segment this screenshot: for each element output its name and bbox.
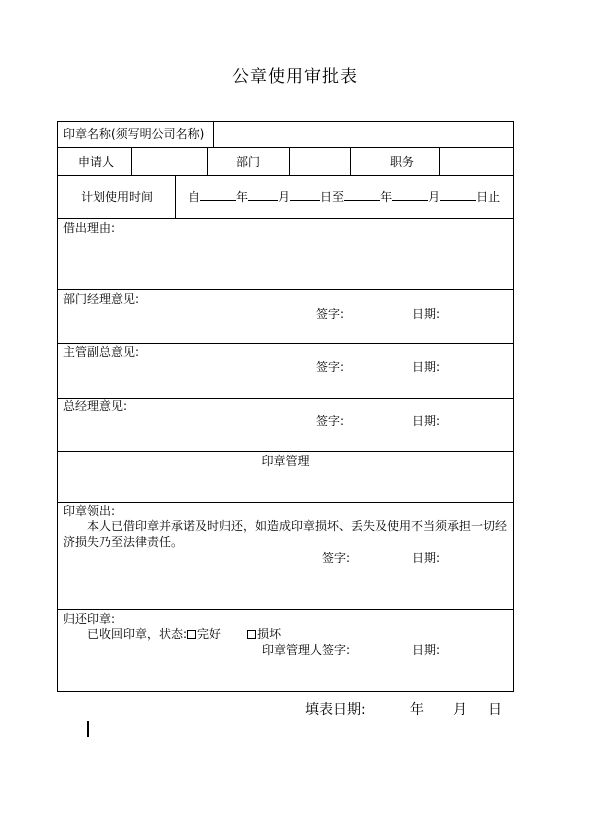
position-field[interactable] (440, 148, 513, 175)
day-end-text: 日止 (476, 190, 501, 204)
dept-manager-label: 部门经理意见: (63, 292, 140, 306)
sign-label: 签字: (322, 551, 351, 565)
row-deputy-gm[interactable] (58, 344, 513, 399)
date-label: 日期: (412, 414, 441, 428)
status-good-text: 完好 (197, 627, 222, 641)
approval-form (57, 121, 514, 692)
checkbox-damaged[interactable] (247, 630, 256, 639)
row-seal-out[interactable] (58, 503, 513, 610)
applicant-field[interactable] (132, 148, 207, 175)
row-reason[interactable] (58, 219, 513, 290)
blank-day-end[interactable] (440, 190, 476, 201)
seal-return-label: 归还印章: (63, 612, 116, 626)
date-label: 日期: (412, 360, 441, 374)
page-title: 公章使用审批表 (232, 67, 358, 87)
date-label: 日期: (412, 643, 441, 657)
received-text: 已收回印章，状态: (87, 627, 188, 641)
manager-sign-label: 印章管理人签字: (262, 643, 351, 657)
checkbox-good[interactable] (187, 630, 196, 639)
date-label: 日期: (412, 551, 441, 565)
seal-name-field[interactable] (214, 122, 513, 147)
row-gm[interactable] (58, 399, 513, 452)
deputy-gm-label: 主管副总意见: (63, 345, 140, 359)
position-label: 职务 (390, 155, 415, 169)
fill-date-label: 填表日期: (305, 702, 366, 718)
date-label: 日期: (412, 307, 441, 321)
blank-month-end[interactable] (392, 190, 428, 201)
row-seal-return[interactable] (58, 610, 513, 691)
plan-time-range[interactable] (188, 190, 500, 204)
row-applicant (58, 148, 513, 176)
from-text: 自 (188, 190, 201, 204)
text-cursor (87, 721, 89, 737)
row-plan-time (58, 176, 513, 219)
seal-out-statement-line1: 本人已借印章并承诺及时归还，如造成印章损坏、丢失及使用不当须承担一切经 (87, 519, 508, 533)
seal-management-label: 印章管理 (261, 454, 310, 468)
row-seal-management (58, 452, 513, 503)
applicant-label: 申请人 (78, 155, 115, 169)
sign-label: 签字: (316, 414, 345, 428)
plan-time-label: 计划使用时间 (81, 190, 154, 204)
department-label: 部门 (236, 155, 261, 169)
row-dept-manager[interactable] (58, 290, 513, 344)
blank-year-end[interactable] (344, 190, 380, 201)
footer-day: 日 (488, 702, 502, 718)
blank-month-start[interactable] (248, 190, 278, 201)
status-damaged-text: 损坏 (257, 627, 282, 641)
department-field[interactable] (290, 148, 350, 175)
month-text: 月 (278, 190, 291, 204)
seal-name-label: 印章名称(须写明公司名称) (63, 127, 205, 141)
month-text: 月 (428, 190, 441, 204)
seal-out-label: 印章领出: (63, 504, 116, 518)
footer-month: 月 (453, 702, 467, 718)
day-to-text: 日至 (320, 190, 345, 204)
year-text: 年 (380, 190, 393, 204)
blank-day-start[interactable] (290, 190, 320, 201)
reason-label: 借出理由: (63, 221, 116, 235)
footer-year: 年 (410, 702, 424, 718)
row-seal-name (58, 122, 513, 148)
gm-label: 总经理意见: (63, 399, 128, 413)
received-status (87, 627, 281, 641)
year-text: 年 (236, 190, 249, 204)
sign-label: 签字: (316, 360, 345, 374)
sign-label: 签字: (316, 307, 345, 321)
seal-out-statement-line2: 济损失乃至法律责任。 (63, 535, 184, 549)
blank-year-start[interactable] (200, 190, 236, 201)
